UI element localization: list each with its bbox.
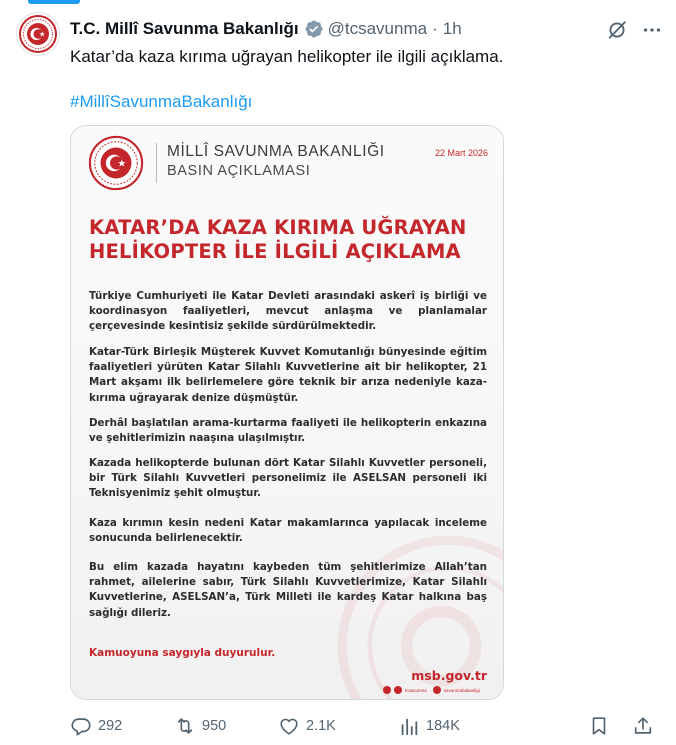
reply-icon [70,715,92,737]
msb-emblem-icon [17,13,59,55]
social-handle: savunmabakanligi [443,687,480,693]
retweet-icon [174,715,196,737]
bookmark-button[interactable] [588,712,610,740]
share-icon [632,715,654,737]
timestamp[interactable]: 1h [442,19,462,38]
tweet-media-image[interactable] [70,125,504,700]
press-date: 22 Mart 2026 [434,148,488,158]
press-paragraph: Katar-Türk Birleşik Müşterek Kuvvet Komutanlığı bünyesinde eğitim faaliyetleri yürüten Katar Silahlı Kuvvetlerine ait bir helikopter, 21 Mart akşamı ilk belirlemelere göre teknik bir arıza nedeniyle kaza-kırıma uğrayarak denize düşmüştür. [89,346,487,404]
reply-count: 292 [98,718,123,734]
bookmark-icon [588,715,610,737]
like-icon [278,715,300,737]
grok-icon[interactable] [606,19,628,41]
press-title-line: HELİKOPTER İLE İLGİLİ AÇIKLAMA [89,240,461,263]
press-paragraph: Kaza kırımın kesin nedeni Katar makamlarınca yapılacak inceleme sonucunda belirlenecektir. [89,517,487,545]
hashtag-link[interactable]: #MillîSavunmaBakanlığı [70,92,253,111]
press-release [71,126,503,699]
repost-button[interactable] [174,712,226,740]
logo-divider [156,143,157,183]
share-button[interactable] [632,712,654,740]
views-icon [398,715,420,737]
like-count: 2.1K [306,718,336,734]
x-icon [394,686,402,694]
press-social [383,686,483,694]
social-handle: tcsavunma [405,687,427,693]
press-paragraph: Kazada helikopterde bulunan dört Katar Silahlı Kuvvetler personeli, bir Türk Silahlı Kuvvetleri personelimiz ile ASELSAN personeli iki Teknisyenimiz şehit olmuştur. [89,457,487,500]
instagram-icon [433,686,441,694]
tweet-header [70,17,626,41]
reply-button[interactable] [70,712,122,740]
tweet-text: Katar’da kaza kırıma uğrayan helikopter ile ilgili açıklama. [70,47,504,66]
separator: · [432,19,438,38]
press-type: BASIN AÇIKLAMASI [167,163,311,179]
press-title [89,216,489,264]
tweet-actions [66,712,664,740]
verified-badge-icon [304,19,324,39]
thread-indicator [28,0,80,4]
press-paragraph: Bu elim kazada hayatını kaybeden tüm şehitlerimize Allah’tan rahmet, ailelerine sabır, Türk Silahlı Kuvvetlerimize, Katar Silahlı Kuvvetlerine, ASELSAN’a, Türk Milleti ile kardeş Katar halkına baş sağlığı dileriz. [89,561,487,619]
repost-count: 950 [202,718,227,734]
press-title-line: KATAR’DA KAZA KIRIMA UĞRAYAN [89,216,467,239]
press-closing: Kamuoyuna saygıyla duyurulur. [89,647,276,659]
press-website: msb.gov.tr [411,668,487,683]
msb-logo-icon [87,134,145,192]
press-paragraph: Türkiye Cumhuriyeti ile Katar Devleti arasındaki askerî iş birliği ve koordinasyon faaliyetleri, mevcut anlaşma ve planlamalar çerçevesinde kesintisiz şekilde sürdürülmektedir. [89,290,487,333]
press-paragraph: Derhâl başlatılan arama-kurtarma faaliyeti ile helikopterin enkazına ve şehitlerimizin naaşına ulaşılmıştır. [89,417,487,445]
view-count: 184K [426,718,460,734]
display-name[interactable]: T.C. Millî Savunma Bakanlığı [70,19,299,38]
handle[interactable]: @tcsavunma [327,19,428,38]
views-button[interactable] [398,712,460,740]
press-organization: MİLLÎ SAVUNMA BAKANLIĞI [167,143,385,160]
avatar[interactable] [16,12,60,56]
more-icon[interactable] [640,19,664,41]
facebook-icon [383,686,391,694]
like-button[interactable] [278,712,336,740]
